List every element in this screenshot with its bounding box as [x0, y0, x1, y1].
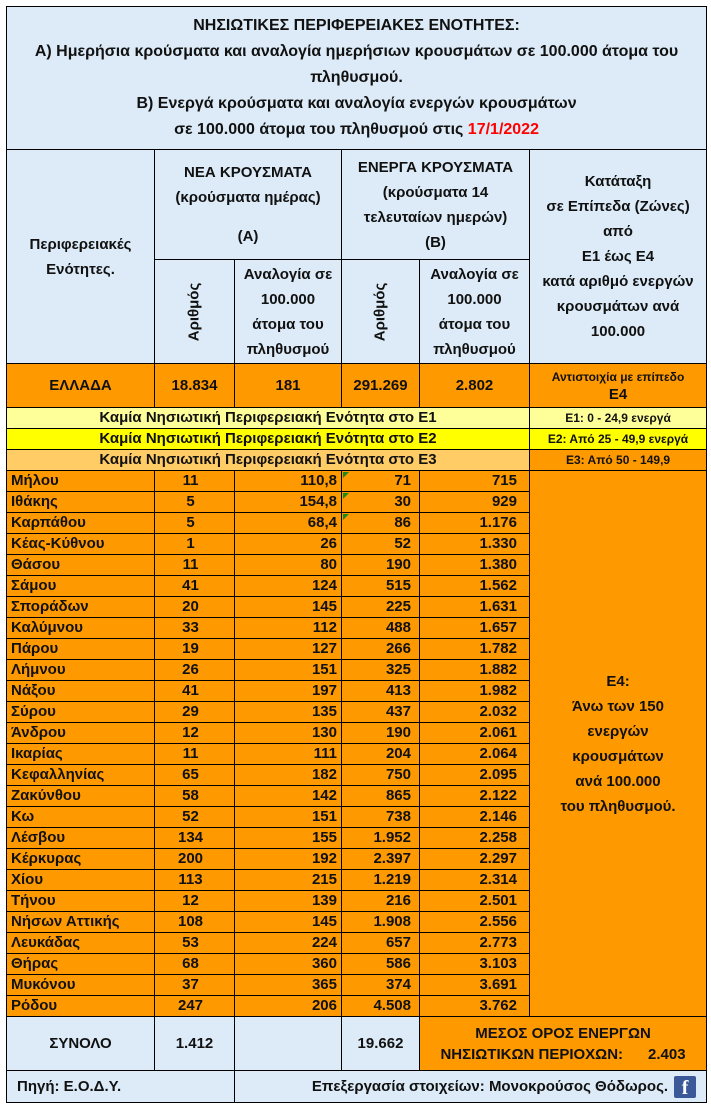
new-cases: 53 — [155, 933, 235, 954]
new-cases-ratio: 142 — [235, 786, 342, 807]
active-cases: 190 — [342, 723, 420, 744]
active-cases-ratio: 1.631 — [420, 597, 530, 618]
covid-islands-table — [6, 6, 707, 1103]
active-cases: 413 — [342, 681, 420, 702]
avg-value: 2.403 — [648, 1045, 686, 1063]
region-name: Κέας-Κύθνου — [7, 534, 155, 555]
active-cases-ratio: 1.176 — [420, 513, 530, 534]
active-cases-ratio: 3.691 — [420, 975, 530, 996]
active-cases: 1.219 — [342, 870, 420, 891]
new-cases-ratio: 135 — [235, 702, 342, 723]
active-cases-title: ΕΝΕΡΓΑ ΚΡΟΥΣΜΑΤΑ — [357, 158, 514, 176]
active-ratio-header: Αναλογία σε 100.000 άτομα του πληθυσμού — [420, 260, 530, 364]
title-line-4: Β) Ενεργά κρούσματα και αναλογία ενεργών κρουσμάτων — [136, 95, 577, 112]
new-cases-title: ΝΕΑ ΚΡΟΥΣΜΑΤΑ — [184, 164, 312, 181]
active-cases: 738 — [342, 807, 420, 828]
greece-row — [7, 364, 707, 408]
new-cases-ratio: 154,8 — [235, 492, 342, 513]
facebook-icon[interactable]: f — [674, 1076, 696, 1098]
active-cases: 865 — [342, 786, 420, 807]
region-name: Ιθάκης — [7, 492, 155, 513]
e4-level-block: Ε4: Άνω των 150 ενεργών κρουσμάτων ανά 100.000 του πληθυσμού. — [530, 471, 707, 1017]
region-name: Σποράδων — [7, 597, 155, 618]
region-name: Λέσβου — [7, 828, 155, 849]
new-cases: 11 — [155, 471, 235, 492]
region-name: Ζακύνθου — [7, 786, 155, 807]
active-cases: 30 — [342, 492, 420, 513]
level-e3-text: Καμία Νησιωτική Περιφερειακή Ενότητα στο Ε3 — [7, 450, 530, 471]
region-name: Ικαρίας — [7, 744, 155, 765]
level-e2-text: Καμία Νησιωτική Περιφερειακή Ενότητα στο Ε2 — [7, 429, 530, 450]
region-name: Τήνου — [7, 891, 155, 912]
new-cases: 41 — [155, 681, 235, 702]
active-cases-header — [342, 150, 530, 260]
new-cases: 20 — [155, 597, 235, 618]
active-number-header: Αριθμός — [342, 260, 420, 364]
region-name: Θάσου — [7, 555, 155, 576]
level-header: Κατάταξη σε Επίπεδα (Ζώνες) από Ε1 έως Ε4 κατά αριθμό ενεργών κρουσμάτων ανά 100.000 — [530, 150, 707, 364]
active-cases: 4.508 — [342, 996, 420, 1017]
level-e1-range: Ε1: 0 - 24,9 ενεργά — [530, 408, 707, 429]
new-cases-ratio: 145 — [235, 912, 342, 933]
region-name: Ρόδου — [7, 996, 155, 1017]
new-number-header: Αριθμός — [155, 260, 235, 364]
report-date: 17/1/2022 — [467, 121, 539, 138]
active-cases-letter: (Β) — [425, 233, 446, 251]
active-cases: 374 — [342, 975, 420, 996]
active-cases-ratio: 2.122 — [420, 786, 530, 807]
level-e1-text: Καμία Νησιωτική Περιφερειακή Ενότητα στο Ε1 — [7, 408, 530, 429]
total-new-ratio-empty — [235, 1017, 342, 1071]
active-cases: 266 — [342, 639, 420, 660]
active-cases: 1.908 — [342, 912, 420, 933]
level-e2-range: Ε2: Από 25 - 49,9 ενεργά — [530, 429, 707, 450]
active-cases-ratio: 3.762 — [420, 996, 530, 1017]
region-name: Λήμνου — [7, 660, 155, 681]
new-cases: 134 — [155, 828, 235, 849]
active-cases-ratio: 929 — [420, 492, 530, 513]
active-cases: 437 — [342, 702, 420, 723]
active-cases-ratio: 2.258 — [420, 828, 530, 849]
active-cases: 325 — [342, 660, 420, 681]
active-cases-ratio: 2.032 — [420, 702, 530, 723]
new-cases-ratio: 80 — [235, 555, 342, 576]
new-cases-ratio: 110,8 — [235, 471, 342, 492]
new-cases: 108 — [155, 912, 235, 933]
new-cases-ratio: 26 — [235, 534, 342, 555]
new-cases-header — [155, 150, 342, 260]
new-cases: 37 — [155, 975, 235, 996]
new-cases: 5 — [155, 513, 235, 534]
region-name: Κω — [7, 807, 155, 828]
total-new: 1.412 — [155, 1017, 235, 1071]
active-cases-ratio: 2.146 — [420, 807, 530, 828]
region-name: Σάμου — [7, 576, 155, 597]
region-name: Νήσων Αττικής — [7, 912, 155, 933]
new-ratio-header: Αναλογία σε 100.000 άτομα του πληθυσμού — [235, 260, 342, 364]
active-cases: 586 — [342, 954, 420, 975]
title-line-2: Α) Ημερήσια κρούσματα και αναλογία ημερήσιων κρουσμάτων σε 100.000 άτομα του — [34, 43, 679, 60]
new-cases: 1 — [155, 534, 235, 555]
total-label: ΣΥΝΟΛΟ — [7, 1017, 155, 1071]
active-cases-ratio: 2.064 — [420, 744, 530, 765]
new-cases: 33 — [155, 618, 235, 639]
total-row — [7, 1017, 707, 1071]
title-line-3: πληθυσμού. — [310, 69, 403, 86]
active-cases-ratio: 3.103 — [420, 954, 530, 975]
new-cases: 12 — [155, 891, 235, 912]
new-cases-ratio: 68,4 — [235, 513, 342, 534]
active-cases-subtitle: (κρούσματα 14 τελευταίων ημερών) — [363, 183, 508, 226]
active-cases-ratio: 1.882 — [420, 660, 530, 681]
active-cases: 86 — [342, 513, 420, 534]
new-cases-ratio: 215 — [235, 870, 342, 891]
greece-level: Αντιστοιχία με επίπεδο Ε4 — [530, 364, 707, 408]
new-cases: 200 — [155, 849, 235, 870]
active-cases-ratio: 1.982 — [420, 681, 530, 702]
new-cases: 5 — [155, 492, 235, 513]
active-cases-ratio: 1.657 — [420, 618, 530, 639]
active-cases-ratio: 1.330 — [420, 534, 530, 555]
new-cases-ratio: 192 — [235, 849, 342, 870]
active-cases-ratio: 2.314 — [420, 870, 530, 891]
processing-text: Επεξεργασία στοιχείων: Μονοκρούσος Θόδωρος. f — [235, 1071, 707, 1103]
level-e3-range: Ε3: Από 50 - 149,9 — [530, 450, 707, 471]
avg-line-1: ΜΕΣΟΣ ΟΡΟΣ ΕΝΕΡΓΩΝ — [475, 1024, 651, 1042]
active-cases-ratio: 1.380 — [420, 555, 530, 576]
new-cases-ratio: 111 — [235, 744, 342, 765]
footer-row — [7, 1071, 707, 1103]
level-row-e3 — [7, 450, 707, 471]
active-cases: 488 — [342, 618, 420, 639]
title-line-5 — [13, 117, 700, 143]
active-cases: 225 — [342, 597, 420, 618]
new-cases: 11 — [155, 555, 235, 576]
active-cases-ratio: 2.556 — [420, 912, 530, 933]
active-cases-ratio: 2.095 — [420, 765, 530, 786]
active-cases-ratio: 1.562 — [420, 576, 530, 597]
active-cases: 204 — [342, 744, 420, 765]
active-cases: 515 — [342, 576, 420, 597]
title-block — [7, 7, 707, 150]
new-cases: 247 — [155, 996, 235, 1017]
avg-line-2: ΝΗΣΙΩΤΙΚΩΝ ΠΕΡΙΟΧΩΝ: 2.403 — [440, 1045, 686, 1063]
new-cases: 52 — [155, 807, 235, 828]
region-name: Καρπάθου — [7, 513, 155, 534]
table-row — [7, 471, 707, 492]
new-cases: 58 — [155, 786, 235, 807]
title-line-1: ΝΗΣΙΩΤΙΚΕΣ ΠΕΡΙΦΕΡΕΙΑΚΕΣ ΕΝΟΤΗΤΕΣ: — [193, 17, 520, 34]
region-name: Κεφαλληνίας — [7, 765, 155, 786]
new-cases-ratio: 182 — [235, 765, 342, 786]
new-cases-ratio: 197 — [235, 681, 342, 702]
new-cases-ratio: 151 — [235, 807, 342, 828]
source-text: Πηγή: Ε.Ο.Δ.Υ. — [7, 1071, 235, 1103]
active-cases-ratio: 715 — [420, 471, 530, 492]
new-cases: 26 — [155, 660, 235, 681]
new-cases: 68 — [155, 954, 235, 975]
new-cases-ratio: 130 — [235, 723, 342, 744]
greece-new: 18.834 — [155, 364, 235, 408]
region-name: Λευκάδας — [7, 933, 155, 954]
new-cases-ratio: 112 — [235, 618, 342, 639]
region-name: Άνδρου — [7, 723, 155, 744]
level-row-e1 — [7, 408, 707, 429]
region-name: Καλύμνου — [7, 618, 155, 639]
active-cases-ratio: 2.297 — [420, 849, 530, 870]
greece-new-ratio: 181 — [235, 364, 342, 408]
new-cases: 19 — [155, 639, 235, 660]
title-line-5-text: σε 100.000 άτομα του πληθυσμού στις — [174, 121, 464, 138]
active-cases: 52 — [342, 534, 420, 555]
active-cases: 71 — [342, 471, 420, 492]
avg-active-block — [420, 1017, 707, 1071]
new-cases-letter: (Α) — [237, 228, 259, 245]
new-cases-ratio: 139 — [235, 891, 342, 912]
new-cases-ratio: 365 — [235, 975, 342, 996]
region-name: Μυκόνου — [7, 975, 155, 996]
level-row-e2 — [7, 429, 707, 450]
new-cases: 113 — [155, 870, 235, 891]
greece-active: 291.269 — [342, 364, 420, 408]
new-cases: 65 — [155, 765, 235, 786]
region-name: Μήλου — [7, 471, 155, 492]
new-cases-subtitle: (κρούσματα ημέρας) — [175, 189, 321, 206]
active-cases: 190 — [342, 555, 420, 576]
active-cases-ratio: 2.061 — [420, 723, 530, 744]
region-name: Πάρου — [7, 639, 155, 660]
region-header: Περιφερειακές Ενότητες. — [7, 150, 155, 364]
active-cases: 657 — [342, 933, 420, 954]
new-cases-ratio: 155 — [235, 828, 342, 849]
region-name: Χίου — [7, 870, 155, 891]
active-cases: 1.952 — [342, 828, 420, 849]
new-cases: 41 — [155, 576, 235, 597]
new-cases-ratio: 206 — [235, 996, 342, 1017]
region-name: Σύρου — [7, 702, 155, 723]
active-cases-ratio: 2.501 — [420, 891, 530, 912]
region-name: Θήρας — [7, 954, 155, 975]
new-cases-ratio: 124 — [235, 576, 342, 597]
active-cases-ratio: 2.773 — [420, 933, 530, 954]
new-cases: 11 — [155, 744, 235, 765]
active-cases: 216 — [342, 891, 420, 912]
region-name: Νάξου — [7, 681, 155, 702]
active-cases-ratio: 1.782 — [420, 639, 530, 660]
new-cases: 29 — [155, 702, 235, 723]
new-cases-ratio: 224 — [235, 933, 342, 954]
new-cases: 12 — [155, 723, 235, 744]
greece-label: ΕΛΛΑΔΑ — [7, 364, 155, 408]
total-active: 19.662 — [342, 1017, 420, 1071]
greece-active-ratio: 2.802 — [420, 364, 530, 408]
active-cases: 750 — [342, 765, 420, 786]
active-cases: 2.397 — [342, 849, 420, 870]
new-cases-ratio: 360 — [235, 954, 342, 975]
region-name: Κέρκυρας — [7, 849, 155, 870]
new-cases-ratio: 127 — [235, 639, 342, 660]
new-cases-ratio: 151 — [235, 660, 342, 681]
new-cases-ratio: 145 — [235, 597, 342, 618]
